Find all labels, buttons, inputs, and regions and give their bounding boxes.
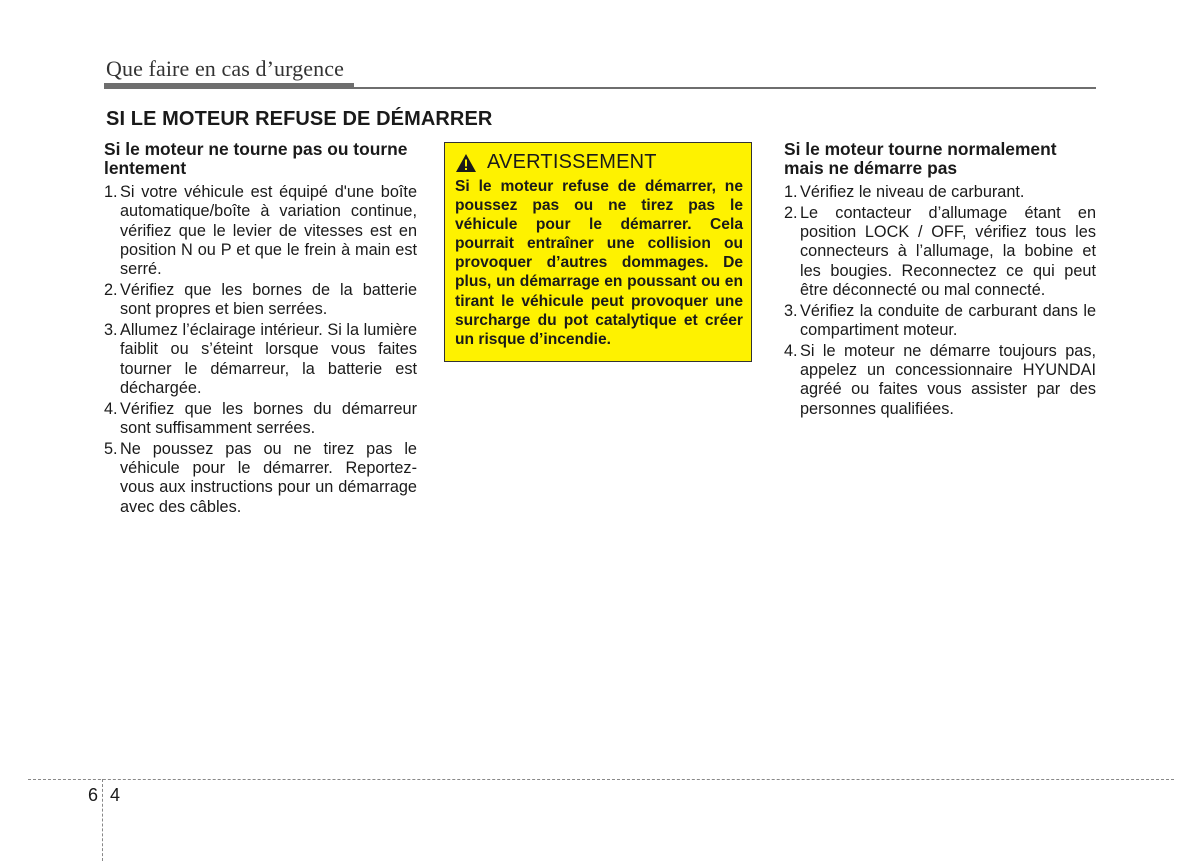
left-steps-list (104, 183, 417, 517)
header-rule-thin (354, 87, 1096, 89)
left-column (104, 140, 417, 519)
footer-divider (102, 779, 103, 861)
chapter-title: Que faire en cas d’urgence (106, 56, 344, 81)
list-item: 4. Vérifiez que les bornes du démarreur sont suffisamment serrées. (104, 399, 417, 438)
list-item: 4. Si le moteur ne démarre toujours pas, appelez un concessionnaire HYUNDAI agréé ou faites vous assister par des personnes qualifiées. (784, 341, 1096, 418)
warning-text: Si le moteur refuse de démarrer, ne poussez pas ou ne tirez pas le véhicule pour le démarrer. Cela pourrait entraîner une collision ou provoquer d’autres dommages. De plus, un démarrage en poussant ou en tirant le véhicule peut provoquer une surcharge du pot catalytique et créer un risque d’incendie. (455, 178, 743, 348)
list-item: 3. Allumez l’éclairage intérieur. Si la lumière faiblit ou s’éteint lorsque vous faites tourner le démarreur, la batterie est déchargée. (104, 321, 417, 397)
header-rule-thick (104, 83, 354, 89)
list-item: 2. Vérifiez que les bornes de la batterie sont propres et bien serrées. (104, 280, 417, 319)
right-column (784, 140, 1096, 421)
chapter-number: 6 (88, 785, 99, 805)
section-title: SI LE MOTEUR REFUSE DE DÉMARRER (106, 108, 493, 130)
list-item: 1. Si votre véhicule est équipé d'une boîte automatique/boîte à variation continue, vérifiez que le levier de vitesses est en position N ou P et que le frein à main est serré. (104, 183, 417, 279)
warning-triangle-icon (455, 153, 477, 173)
page-number: 4 (110, 785, 121, 805)
warning-title: AVERTISSEMENT (487, 151, 657, 173)
list-item: 1. Vérifiez le niveau de carburant. (784, 183, 1025, 201)
list-item: 2. Le contacteur d’allumage étant en position LOCK / OFF, vérifiez tous les connecteurs à l’allumage, la bobine et les bougies. Reconnectez ce qui peut être déconnecté ou mal connecté. (784, 203, 1096, 299)
warning-header (455, 151, 743, 174)
warning-box (444, 142, 752, 362)
list-item: 5. Ne poussez pas ou ne tirez pas le véhicule pour le démarrer. Reportez-vous aux instructions pour un démarrage avec des câbles. (104, 439, 417, 516)
left-column-heading: Si le moteur ne tourne pas ou tourne lentement (104, 139, 408, 178)
right-column-heading: Si le moteur tourne normalement mais ne démarre pas (784, 139, 1057, 178)
list-item: 3. Vérifiez la conduite de carburant dans le compartiment moteur. (784, 301, 1096, 340)
right-steps-list (784, 183, 1096, 419)
footer-rule (28, 779, 1174, 780)
